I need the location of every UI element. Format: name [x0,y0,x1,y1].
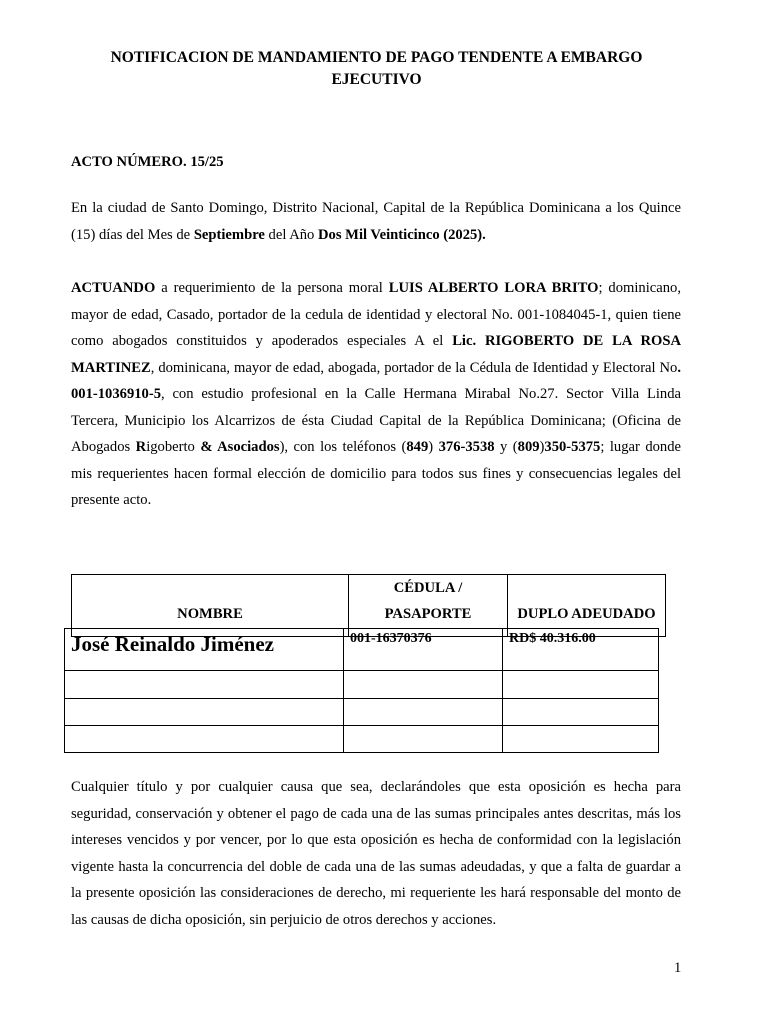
header-nombre: NOMBRE [72,575,349,637]
cell-nombre [65,671,344,699]
text: a requerimiento de la persona moral [155,280,389,296]
lawyer-name: Lic. RIGOBERTO DE LA ROSA MARTINEZ [71,333,681,376]
debtor-duplo: RD$ 40.316.00 [509,631,596,646]
header-cedula-line2: PASAPORTE [384,606,472,622]
cell-duplo [503,629,659,671]
header-duplo: DUPLO ADEUDADO [508,575,666,637]
client-name: LUIS ALBERTO LORA BRITO [388,280,599,296]
text: ) [539,439,545,455]
phone-number-1: 376-3538 [438,439,495,455]
text: igoberto [146,439,201,455]
text: , con estudio profesional en la Calle Hermana Mirabal No.27. Sector Villa Linda Tercera, Municipio los Alcarrizos de ésta Ciudad Capital de la República Dominicana; (Oficina de Abogados [71,386,681,455]
table-row [65,671,659,699]
table-row [65,699,659,726]
text: ), con los teléfonos ( [279,439,407,455]
text: y ( [494,439,518,455]
text: ) [428,439,439,455]
header-cedula-line1: CÉDULA / [393,580,463,596]
lawyer-id: . 001-1036910-5 [71,359,681,402]
phone-area-2: 809 [517,439,540,455]
paragraph-date [71,195,681,248]
debtors-table [64,628,659,753]
cell-nombre [65,726,344,753]
bold-r: R [135,439,147,455]
document-title: NOTIFICACION DE MANDAMIENTO DE PAGO TENDENTE A EMBARGO EJECUTIVO [110,49,643,88]
cell-nombre [65,699,344,726]
cell-cedula [344,671,503,699]
text: del Año [264,226,318,243]
year-bold: Dos Mil Veinticinco (2025). [318,226,486,243]
paragraph-actuando [71,275,681,514]
cell-cedula [344,726,503,753]
table-row [65,726,659,753]
page-number: 1 [674,960,682,976]
text: , dominicana, mayor de edad, abogada, portador de la Cédula de Identidad y Electoral No [150,359,678,376]
text: ; dominicano, mayor de edad, Casado, portador de la cedula de identidad y electoral No. 001-1084045-1, quien tiene como abogados constituidos y apoderados especiales A el [71,280,681,349]
text: ; lugar donde mis requerientes hacen formal elección de domicilio para todos sus fines y consecuencias legales del presente acto. [71,439,681,508]
cell-cedula [344,629,503,671]
text: En la ciudad de Santo Domingo, Distrito Nacional, Capital de la República Dominicana a los Quince (15) días del Mes de [71,200,681,243]
cell-duplo [503,671,659,699]
asociados-bold: & Asociados [200,439,280,455]
phone-area-1: 849 [406,439,429,455]
debtor-cedula: 001-16370376 [350,631,432,646]
cell-cedula [344,699,503,726]
phone-number-2: 350-5375 [544,439,601,455]
month-bold: Septiembre [193,226,265,243]
acto-number: ACTO NÚMERO. 15/25 [71,154,224,170]
table-row [65,629,659,671]
cell-duplo [503,699,659,726]
debtor-name: José Reinaldo Jiménez [71,632,274,656]
paragraph-oposicion: Cualquier título y por cualquier causa que sea, declarándoles que esta oposición es hecha para seguridad, conservación y obtener el pago de cada una de las sumas principales antes descritas, más los intereses vencidos y por vencer, por lo que esta oposición es hecha de conformidad con la legislación vigente hasta la concurrencia del doble de cada una de las sumas adeudadas, y que a falta de guardar a la presente oposición las consideraciones de derecho, mi requeriente les hará responsable del monto de las causas de dicha oposición, sin perjuicio de otros derechos y acciones. [71,779,681,928]
cell-duplo [503,726,659,753]
actuando-bold: ACTUANDO [71,280,156,296]
cell-nombre [65,629,344,671]
